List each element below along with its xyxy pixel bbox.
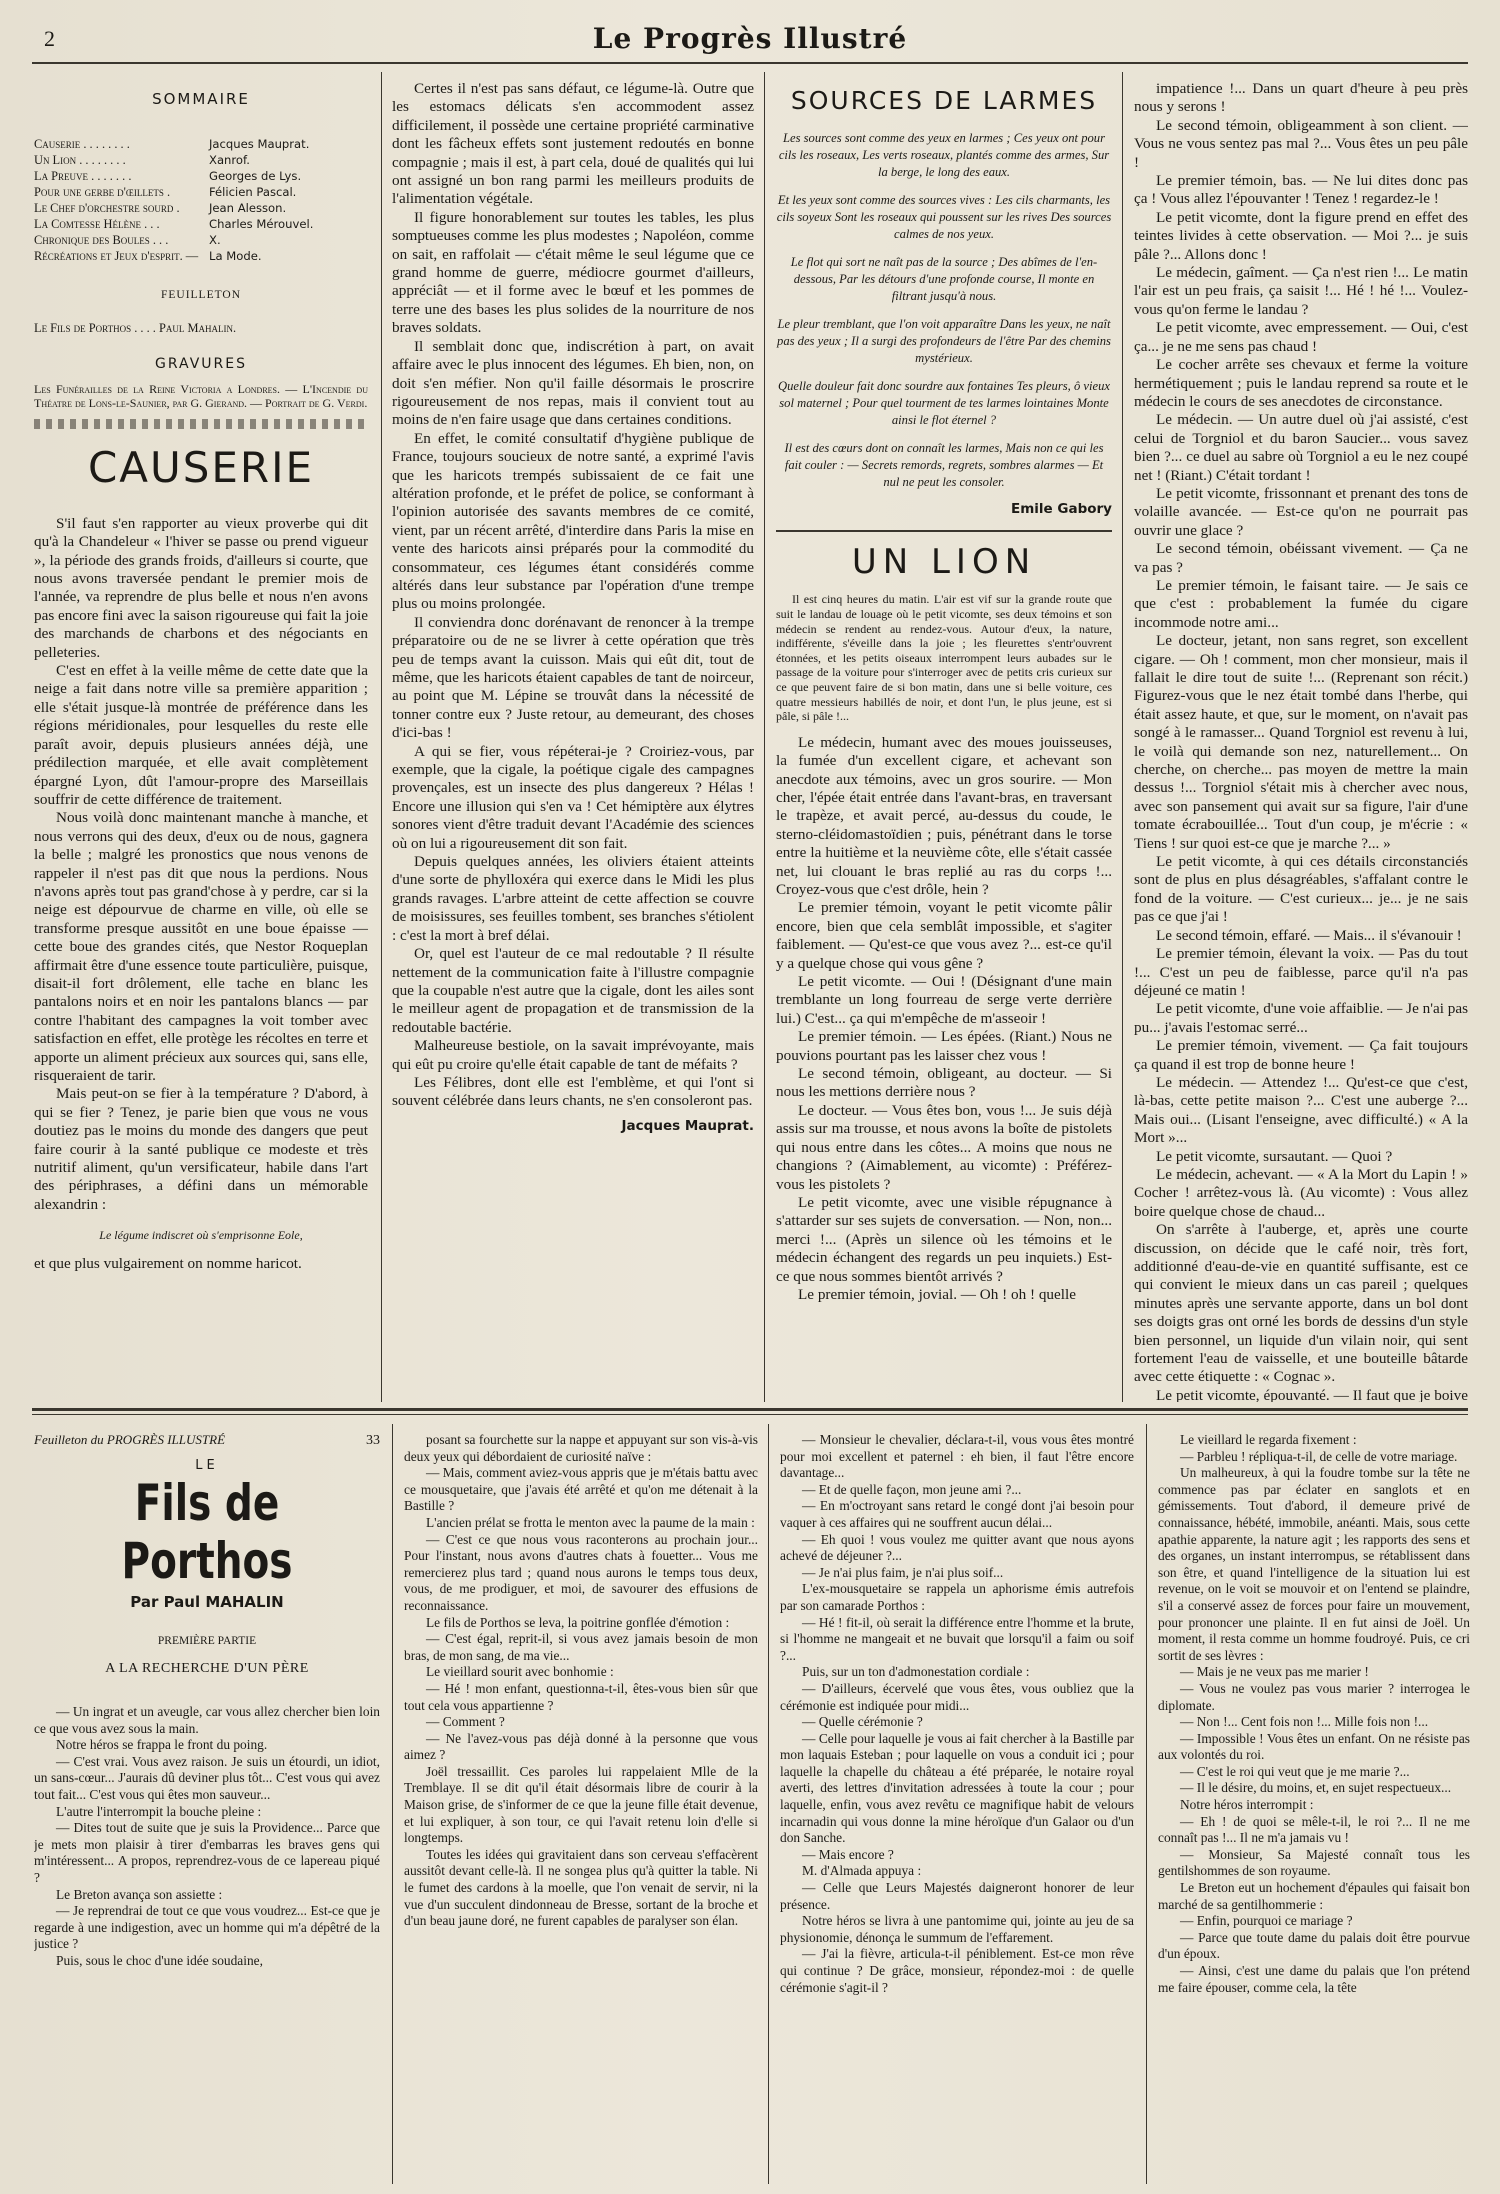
paragraph: Le premier témoin, élevant la voix. — Pas du tout !... C'est un peu de faiblesse, parce qu'il n'a pas déjeuné ce matin !: [1134, 945, 1468, 999]
paragraph: — C'est vrai. Vous avez raison. Je suis un étourdi, un idiot, un sans-cœur... J'aurais dû deviner plus tôt... C'est vous qui avez tout fait... C'est vous qui êtes mon sauveur...: [34, 1753, 380, 1802]
paragraph: — C'est égal, reprit-il, si vous avez jamais besoin de mon bras, de mon sang, de ma vie...: [404, 1631, 758, 1663]
paragraph: Le vieillard le regarda fixement :: [1180, 1432, 1357, 1447]
paragraph: Notre héros se frappa le front du poing.: [56, 1737, 268, 1753]
paragraph: Le médecin. — Un autre duel où j'ai assisté, c'est celui de Torgniol et du baron Saucier... vous savez bien ?... ce duel au sabre où Torgniol a eu le nez coupé net ! (Riant.) C'était tordant !: [1134, 411, 1468, 484]
feuilleton-text-part4: [1158, 1432, 1470, 1996]
paragraph: C'est en effet à la veille même de cette date que la neige a fait dans notre ville sa première apparition ; elle s'était jusque-là montrée de préférence dans les régions méridionales, pour lesquelles du reste elle paraît avoir, depuis plusieurs années déjà, une prédilection marquée, et elle avait complètement épargné Lyon, dût l'amour-propre des Marseillais souffrir de cette différence de traitement.: [34, 662, 368, 808]
paragraph: M. d'Almada appuya :: [802, 1863, 922, 1879]
poem-stanza: Et les yeux sont comme des sources vives : Les cils charmants, les cils soyeux Sont les roseaux qui poussent sur les rives Des sources calmes de nos yeux.: [776, 193, 1112, 241]
paragraph: Le second témoin, obligeamment à son client. — Vous ne vous sentez pas mal ?... Vous êtes un peu pâle !: [1134, 116, 1468, 171]
paragraph: — J'ai la fièvre, articula-t-il péniblement. Est-ce mon rêve qui continue ? De grâce, monsieur, répondez-moi : de quelle cérémonie s'agit-il ?: [780, 1946, 1134, 1995]
paragraph: Le médecin, humant avec des moues jouisseuses, la fumée d'un excellent cigare, et achevant son anecdote aux témoins, avec un gros sourire. — Mon cher, l'épée était entrée dans l'avant-bras, en traversant le trapèze, et avait percé, au-dessus du coude, le sterno-cléidomastoïdien ; puis, pénétrant dans le torse entre la huitième et la neuvième côte, elle s'était cassée net, lui clouant le bras replié au ras du corps !... Croyez-vous que c'est drôle, hein ?: [776, 733, 1112, 898]
paragraph: impatience !... Dans un quart d'heure à peu près nous y serons !: [1134, 80, 1468, 116]
paragraph: Le Breton avança son assiette :: [56, 1886, 223, 1902]
paragraph: posant sa fourchette sur la nappe et appuyant sur son vis-à-vis deux yeux qui débordaient de curiosité naïve :: [404, 1432, 758, 1464]
paragraph: — Un ingrat et un aveugle, car vous allez chercher bien loin ce que vous avez sous la main.: [34, 1703, 380, 1736]
paragraph: Le médecin. — Attendez !... Qu'est-ce que c'est, là-bas, cette petite maison ?... C'est une auberge ?... Mais oui... (Lisant l'enseigne, avec difficulté.) « A la Mort »...: [1134, 1073, 1468, 1147]
paragraph: — Mais encore ?: [802, 1846, 894, 1862]
story-text-part2: [1134, 80, 1468, 1402]
sommaire-item-author: Félicien Pascal.: [209, 185, 297, 200]
paragraph: Notre héros interrompit :: [1180, 1797, 1314, 1813]
paragraph: — Mais, comment aviez-vous appris que je m'étais battu avec ce mousquetaire, que j'avais été arrêté et qu'on me détenait à la Bastille ?: [404, 1465, 758, 1514]
paragraph: Le petit vicomte, à qui ces détails circonstanciés sont de plus en plus désagréables, s'affalant contre le fond de la voiture. — C'est curieux... je... je ne sais pas ce que j'ai !: [1134, 853, 1468, 926]
sommaire-item-author: Jean Alesson.: [209, 201, 287, 216]
column-divider: [1122, 72, 1123, 1402]
sommaire-item: [34, 248, 368, 264]
causerie-text-part2: [392, 80, 754, 1111]
paragraph: — Parbleu ! répliqua-t-il, de celle de votre mariage.: [1180, 1448, 1458, 1464]
story-title: UN LION: [851, 542, 1037, 583]
feuilleton-part: PREMIÈRE PARTIE: [157, 1634, 257, 1647]
column-divider: [392, 1424, 393, 2184]
sommaire-item-title: Pour une gerbe d'œillets .: [34, 185, 171, 200]
paragraph: — Et de quelle façon, mon jeune ami ?...: [802, 1481, 1022, 1497]
paragraph: Le fils de Porthos se leva, la poitrine gonflée d'émotion :: [426, 1614, 730, 1630]
paragraph: Puis, sous le choc d'une idée soudaine,: [56, 1952, 263, 1968]
causerie-title: CAUSERIE: [87, 442, 315, 492]
poem-stanza: Les sources sont comme des yeux en larmes ; Ces yeux ont pour cils les roseaux, Les verts roseaux, plantés comme des armes, Sur la berge, le long des eaux.: [778, 131, 1110, 179]
paragraph: Le médecin, achevant. — « A la Mort du Lapin ! » Cocher ! arrêtez-vous là. (Au vicomte) : Vous allez boire quelque chose de chaud...: [1134, 1165, 1468, 1220]
paragraph: Le petit vicomte. — Oui ! (Désignant d'une main tremblante un long fourreau de serge verte derrière lui.) C'est... ça qui m'empêche de m'asseoir !: [776, 973, 1112, 1027]
paragraph: — Il le désire, du moins, et, en sujet respectueux...: [1180, 1780, 1452, 1796]
feuilleton-label: Feuilleton du PROGRÈS ILLUSTRÉ: [34, 1432, 226, 1447]
paragraph: Il conviendra donc dorénavant de renoncer à la trempe préparatoire ou de ne se livrer à cette opération que très peu de temps avant la cuisson. Mais qui eût dit, tout de même, que les haricots étaient capables de tant de noirceur, au point que M. Lépine se trouvât dans la nécessité de tonner contre eux ? Juste retour, au demeurant, des choses d'ici-bas !: [392, 613, 754, 742]
paragraph: Il semblait donc que, indiscrétion à part, on avait affaire avec le plus innocent des légumes. Eh bien, non, on doit s'en méfier. Non qu'il faille désormais le proscrire rigoureusement de nos repas, mais il convient tout au moins de n'en faire usage que dans certaines conditions.: [392, 337, 754, 429]
feuilleton-article: LE: [195, 1457, 219, 1473]
feuilleton-column-2: [404, 1432, 758, 2188]
poem-stanza: Quelle douleur fait donc sourdre aux fontaines Tes pleurs, ô vieux sol maternel ; Pour quel tourment de tes larmes lointaines Monte ainsi le flot éternel ?: [778, 379, 1110, 427]
paragraph: Il figure honorablement sur toutes les tables, les plus somptueuses comme les plus modestes ; Napoléon, comme on sait, en raffolait — c'était même le seul légume que ce grand homme de guerre, médiocre gourmet d'ailleurs, appréciât — et il forme avec le bœuf et les pommes de terre une des bases les plus solides de la nourriture de nos braves soldats.: [392, 208, 754, 337]
paragraph: — Parce que toute dame du palais doit être pourvue d'un époux.: [1158, 1929, 1470, 1962]
poem-text: [776, 130, 1112, 491]
paragraph: Le second témoin, obligeant, au docteur. — Si nous les mettions derrière nous ?: [776, 1065, 1112, 1101]
paragraph: Certes il n'est pas sans défaut, ce légume-là. Outre que les estomacs délicats s'en accommodent assez difficilement, il possède une certaine propriété carminative dont les fâcheux effets sont justement redoutés en bonne compagnie ; mais il est, à part cela, doué de qualités qui lui ont assigné un bon rang parmi les meilleurs produits de l'alimentation végétale.: [392, 80, 754, 208]
paragraph: Le petit vicomte, avec empressement. — Oui, c'est ça... je ne me sens pas chaud !: [1134, 319, 1468, 355]
story-text-part1: [776, 734, 1112, 1305]
paragraph: Puis, sur un ton d'admonestation cordiale :: [802, 1664, 1030, 1680]
sommaire-item: [34, 232, 368, 248]
paragraph: Les Félibres, dont elle est l'emblème, et qui l'ont si souvent célébrée dans leurs chants, ne s'en consoleront pas.: [392, 1073, 754, 1110]
sommaire-item-title: La Comtesse Hélène . . .: [34, 217, 160, 232]
paragraph: — En m'octroyant sans retard le congé dont j'ai besoin pour vaquer à ces affaires qui ne souffrent aucun délai...: [780, 1498, 1134, 1530]
paragraph: — C'est ce que nous vous raconterons au prochain jour... Pour l'instant, nous avons d'autres chats à fouetter... Vous me remercierez plus tard ; quand nous aurons le temps tous deux, vous, de me prodiguer, et moi, de savourer des effusions de reconnaissance.: [404, 1531, 758, 1613]
paragraph: — C'est le roi qui veut que je me marie ?...: [1180, 1763, 1410, 1779]
paragraph: Le médecin, gaîment. — Ça n'est rien !... Le matin l'air est un peu frais, ça saisit !... Hé ! hé !... Voulez-vous qu'on ferme le landau ?: [1134, 264, 1468, 318]
sommaire-item-title: Le Chef d'orchestre sourd .: [34, 201, 180, 216]
sommaire-item-author: Jacques Mauprat.: [209, 137, 310, 152]
paragraph: Malheureuse bestiole, on la savait imprévoyante, mais qui eût pu croire qu'elle était capable de tant de méfaits ?: [392, 1037, 754, 1073]
paragraph: — Ainsi, c'est une dame du palais que l'on prétend me faire épouser, comme cela, la tête: [1158, 1963, 1470, 1995]
feuilleton-entry: Le Fils de Porthos . . . . Paul Mahalin.: [34, 320, 237, 335]
paragraph: Le premier témoin, bas. — Ne lui dites donc pas ça ! Vous allez l'épouvanter ! Tenez ! regardez-le !: [1134, 172, 1468, 208]
paragraph: — Je n'ai plus faim, je n'ai plus soif...: [802, 1564, 1004, 1580]
header-rule: [32, 62, 1468, 64]
paragraph: Le petit vicomte, avec une visible répugnance à s'attarder sur ses sujets de conversation. — Non, non... merci !... (Après un silence où les témoins et le médecin échangent des regards un peu inquiets.) Est-ce que nous sommes bientôt arrivés ?: [776, 1193, 1112, 1285]
sommaire-item-author: X.: [209, 233, 221, 248]
feuilleton-author: Par Paul MAHALIN: [130, 1593, 284, 1612]
paragraph: Joël tressaillit. Ces paroles lui rappelaient Mlle de la Tremblaye. Il se dit qu'il était désormais libre de courir à la Maison grise, de s'informer de ce que la jeune fille était devenue, et lui expliquer, à son tour, ce qui l'avait retenu loin d'elle si longtemps.: [404, 1763, 758, 1846]
sommaire-item-title: Récréations et Jeux d'esprit. —: [34, 249, 199, 264]
paragraph: Le petit vicomte, sursautant. — Quoi ?: [1156, 1147, 1393, 1165]
paragraph: — Celle pour laquelle je vous ai fait chercher à la Bastille par mon laquais Esteban ; pour laquelle on vous a conduit ici ; pour laquelle la chapelle du château a été préparée, le notaire royal averti, des lettres d'invitation adressées à toute la cour ; pour laquelle, enfin, vous avez revêtu ce magnifique habit de velours incarnadin qui vous donne la mine héroïque d'un Galaor ou d'un don Sanche.: [780, 1730, 1134, 1846]
feuilleton-rule-thin: [32, 1414, 1468, 1415]
paragraph: — Eh ! de quoi se mêle-t-il, le roi ?... Il ne me connaît pas !... Il ne m'a jamais vu !: [1158, 1813, 1470, 1846]
column-3: [776, 80, 1112, 1402]
feuilleton-text-part2: [404, 1432, 758, 1930]
sommaire-item: [34, 200, 368, 216]
feuilleton-number: 33: [366, 1433, 380, 1448]
paragraph: A qui se fier, vous répéterai-je ? Croiriez-vous, par exemple, que la cigale, la poétique cigale des campagnes provençales, est un insecte des plus dangereux ? Hélas ! Encore une illusion qui s'en va ! Cet hémiptère aux élytres sonores vient d'être traduit devant l'Académie des sciences où on lui a rigoureusement dit son fait.: [392, 742, 754, 852]
paragraph: Un malheureux, à qui la foudre tombe sur la tête ne commence pas par éclater en sanglots et en gémissements. Tout d'abord, il demeure privé de connaissance, hébété, immobile, anéanti. Mais, sous cette apathie apparente, la nature agit ; les rapports des sens et des organes, un instant interrompus, se rétablissent dans son être, et quand l'intelligence de la situation lui est revenue, on le voit se mouvoir et on l'entend se plaindre, s'il a conservé assez de forces pour faire un mouvement, pour prononcer une plainte. Il en fut ainsi de Joël. Un moment, il resta comme un homme foudroyé. Puis, ce cri sortit de ses lèvres :: [1158, 1465, 1470, 1663]
sommaire-item-title: Causerie . . . . . . . .: [34, 137, 130, 152]
paragraph: Le premier témoin, vivement. — Ça fait toujours ça quand il est trop de bonne heure !: [1134, 1037, 1468, 1073]
sommaire-item: [34, 152, 368, 168]
sommaire-item-title: Chronique des Boules . . .: [34, 233, 169, 248]
sommaire-item-title: La Preuve . . . . . . .: [34, 169, 132, 184]
paragraph: Nous voilà donc maintenant manche à manche, et nous verrons qui des deux, d'eux ou de nous, gagnera la belle ; malgré les pronostics que nous venons de rappeler il n'est pas dit que nous la perdions. Nous n'avons après tout pas grand'chose à y perdre, car si la neige est dépourvue de charme en ville, où elle se transforme presque aussitôt en une boue épaisse — cette boue des grandes cités, que Nestor Roqueplan affirmait être d'une essence toute particulière, puisque, disait-il fort drôlement, elle tache en blanc les pantalons noirs et en noir les pantalons blancs — par contre l'habitant des campagnes la voit tomber avec satisfaction en effet, elle protège les récoltes en terre et apporte un aliment précieux aux sources qui, sans elle, risqueraient de tarir.: [34, 809, 368, 1084]
paragraph: Toutes les idées qui gravitaient dans son cerveau s'effacèrent aussitôt devant celle-là. Il ne songea plus qu'à quitter la table. Ni le fumet des cardons à la moelle, que l'on venait de servir, ni la vue d'un succulent dindonneau de Bresse, sortant de la broche et d'un beau jaune doré, ne furent capables de paralyser son élan.: [404, 1846, 758, 1929]
causerie-signature: Jacques Mauprat.: [621, 1117, 754, 1134]
paragraph: Le second témoin, obéissant vivement. — Ça ne va pas ?: [1134, 540, 1468, 576]
sommaire-item: [34, 168, 368, 184]
column-divider: [381, 72, 382, 1402]
column-4: [1134, 80, 1468, 1402]
column-divider: [1146, 1424, 1147, 2184]
causerie-text-end: et que plus vulgairement on nomme haricot.: [34, 1254, 302, 1272]
paragraph: — Non !... Cent fois non !... Mille fois non !...: [1180, 1714, 1429, 1730]
poem-title: SOURCES DE LARMES: [790, 86, 1098, 115]
feuilleton-column-3: [780, 1432, 1134, 2188]
paragraph: — Hé ! fit-il, où serait la différence entre l'homme et la brute, si l'homme ne mangeait et ne buvait que lorsqu'il a faim ou soif ?...: [780, 1614, 1134, 1663]
paragraph: Le docteur. — Vous êtes bon, vous !... Je suis déjà assis sur ma trousse, et nous avons la boîte de pistolets qui nous entre dans les côtes... A moins que nous ne changions ? (Aimablement, au vicomte) : Préférez-vous les pistolets ?: [776, 1101, 1112, 1193]
paragraph: Le cocher arrête ses chevaux et ferme la voiture hermétiquement ; puis le landau reprend sa route et le médecin le cours de ses anecdotes de circonstance.: [1134, 356, 1468, 410]
column-1: [34, 90, 368, 1402]
paragraph: Le premier témoin, voyant le petit vicomte pâlir encore, bien que cela semblât impossible, et s'agiter faiblement. — Qu'est-ce que vous avez ?... est-ce qu'il y a quelque chose qui vous gêne ?: [776, 899, 1112, 972]
paragraph: Le premier témoin. — Les épées. (Riant.) Nous ne pouvions pourtant pas les laisser chez vous !: [776, 1028, 1112, 1064]
paragraph: L'autre l'interrompit la bouche pleine :: [56, 1803, 262, 1819]
sommaire-item-author: Charles Mérouvel.: [209, 217, 314, 232]
ornament-divider: [34, 419, 368, 429]
paragraph: — Vous ne voulez pas vous marier ? interrogea le diplomate.: [1158, 1680, 1470, 1713]
paragraph: — Dites tout de suite que je suis la Providence... Parce que je mets mon plaisir à tirer d'embarras les braves gens qui m'intéressent... A propos, reprendrez-vous de ce lapereau piqué ?: [34, 1820, 380, 1885]
feuilleton-subtitle: A LA RECHERCHE D'UN PÈRE: [105, 1661, 309, 1677]
feuilleton-text-part3: [780, 1432, 1134, 1996]
poem-stanza: Le pleur tremblant, que l'on voit apparaître Dans les yeux, ne naît pas des yeux ; Il a surgi des profondeurs de l'être Par des chemins mystérieux.: [777, 317, 1111, 365]
page-header: [0, 18, 1500, 58]
section-divider: [776, 530, 1112, 532]
paragraph: Le Breton eut un hochement d'épaules qui faisait bon marché de sa gentilhommerie :: [1158, 1880, 1470, 1912]
feuilleton-rule: [32, 1408, 1468, 1411]
paragraph: S'il faut s'en rapporter au vieux proverbe qui dit qu'à la Chandeleur « l'hiver se passe ou prend vigueur », la période des grands froids, d'ailleurs si courte, que nous avons traversée pendant le premier mois de l'année, va reprendre de plus belle et nous n'en avons pas encore fini avec la saison rigoureuse qui fait la joie des marchands de charbons et des négociants en pelleteries.: [34, 514, 368, 661]
paragraph: Le vieillard sourit avec bonhomie :: [426, 1664, 614, 1680]
poem-stanza: Le flot qui sort ne naît pas de la source ; Des abîmes de l'en-dessous, Par les détours d'une profonde course, Il monte en filtrant jusqu'à nous.: [790, 255, 1098, 303]
sommaire-item: [34, 216, 368, 232]
gravures-list: Les Funérailles de la Reine Victoria a Londres. — L'Incendie du Théatre de Lons-le-Saunier, par G. Gierand. — Portrait de G. Verdi.: [34, 381, 368, 411]
feuilleton-column-1: [34, 1432, 380, 2188]
causerie-text-part1: [34, 515, 368, 1214]
paragraph: L'ex-mousquetaire se rappela un aphorisme émis autrefois par son camarade Porthos :: [780, 1581, 1134, 1613]
paragraph: Le petit vicomte, frissonnant et prenant des tons de volaille avancée. — Est-ce qu'on ne pourrait pas ouvrir une glace ?: [1134, 484, 1468, 539]
newspaper-title: Le Progrès Illustré: [592, 22, 908, 55]
feuilleton-title: Fils de Porthos: [121, 1474, 293, 1591]
paragraph: Notre héros se livra à une pantomime qui, jointe au jeu de sa physionomie, dénonça le summum de l'effarement.: [780, 1913, 1134, 1945]
feuilleton-heading: FEUILLETON: [160, 289, 242, 302]
paragraph: — Monsieur, Sa Majesté connaît tous les gentilshommes de son royaume.: [1158, 1846, 1470, 1879]
sommaire-item: [34, 136, 368, 152]
column-divider: [764, 72, 765, 1402]
paragraph: — Je reprendrai de tout ce que vous voudrez... Est-ce que je regarde à une indigestion, avec un homme qui m'a dépêtré de la justice ?: [34, 1903, 380, 1952]
page-number: 2: [44, 26, 55, 51]
paragraph: L'ancien prélat se frotta le menton avec la paume de la main :: [426, 1514, 755, 1530]
paragraph: — Comment ?: [426, 1714, 505, 1730]
paragraph: Or, quel est l'auteur de ce mal redoutable ? Il résulte nettement de la communication faite à l'illustre compagnie que la coupable n'est autre que la cigale, dont les ailes sont le meilleur agent de propagation et de transmission de la redoutable bactérie.: [392, 945, 754, 1036]
paragraph: — Eh quoi ! vous voulez me quitter avant que nous ayons achevé de déjeuner ?...: [780, 1531, 1134, 1564]
paragraph: — Celle que Leurs Majestés daigneront honorer de leur présence.: [780, 1880, 1134, 1912]
sommaire-item: [34, 184, 368, 200]
paragraph: Le petit vicomte, épouvanté. — Il faut que je boive: [1156, 1386, 1468, 1402]
paragraph: Mais peut-on se fier à la température ? D'abord, à qui se fier ? Tenez, je parie bien que vous ne vous doutiez pas le moins du monde des dangers que peut faire courir à la santé publique ce modeste et très nutritif aliment, qu'un versificateur, habile dans l'art des périphrases, a défini dans un mémorable alexandrin :: [34, 1085, 368, 1213]
column-divider: [768, 1424, 769, 2184]
poem-stanza: Il est des cœurs dont on connaît les larmes, Mais non ce qui les fait couler : — Secrets remords, regrets, sombres alarmes — Et nul ne peut les consoler.: [784, 441, 1104, 489]
paragraph: Le petit vicomte, d'une voie affaiblie. — Je n'ai pas pu... j'avais l'estomac serré...: [1134, 1000, 1468, 1036]
paragraph: Depuis quelques années, les oliviers étaient atteints d'une sorte de phylloxéra qui exerce dans le Midi les plus grands ravages. L'arbre atteint de cette affection se couvre de moisissures, ses feuilles tombent, ses branches s'étiolent : c'est la mort à bref délai.: [392, 853, 754, 944]
paragraph: — Enfin, pourquoi ce mariage ?: [1180, 1913, 1353, 1929]
paragraph: — Quelle cérémonie ?: [802, 1714, 923, 1730]
causerie-quote: Le légume indiscret où s'emprisonne Eole,: [99, 1228, 303, 1243]
paragraph: En effet, le comité consultatif d'hygiène publique de France, toujours soucieux de notre santé, a exprimé l'avis que les haricots trempés subissaient de ce fait une altération profonde, et le préfet de police, se conformant à l'opinion autorisée des savants membres de ce comité, vient, par un récent arrêté, d'interdire dans Paris la mise en vente des haricots ainsi préparés pour la commodité du consommateur, ces légumes étant considérés comme altérés dans leur substance par l'opération d'une trempe plus ou moins prolongée.: [392, 429, 754, 613]
paragraph: On s'arrête à l'auberge, et, après une courte discussion, on décide que le café noir, très fort, additionné d'eau-de-vie en quantité suffisante, est ce qui convient le mieux dans un cas pareil ; quelques minutes après une servante apporte, dans un bol dont ses doigts gras ont orné les bords de dessins d'un style bien personnel, un liquide d'un vilain noir, qui sent fortement l'eau de vaisselle, et une bouteille bâtarde avec cette étiquette : « Cognac ».: [1134, 1221, 1468, 1386]
paragraph: — D'ailleurs, écervelé que vous êtes, vous oubliez que la cérémonie est indiquée pour midi...: [780, 1680, 1134, 1713]
paragraph: Le second témoin, effaré. — Mais... il s'évanouir !: [1156, 926, 1462, 944]
sommaire-list: [34, 136, 368, 264]
gravures-heading: GRAVURES: [155, 356, 247, 373]
poem-signature: Emile Gabory: [1011, 501, 1112, 517]
feuilleton-text-part1: [34, 1704, 380, 1970]
paragraph: — Hé ! mon enfant, questionna-t-il, êtes-vous bien sûr que tout cela vous appartienne ?: [404, 1680, 758, 1713]
paragraph: Le premier témoin, jovial. — Oh ! oh ! quelle: [798, 1285, 1076, 1303]
feuilleton-column-4: [1158, 1432, 1470, 2188]
story-intro: Il est cinq heures du matin. L'air est vif sur la grande route que suit le landau de louage où le petit vicomte, ses deux témoins et son médecin se rendent au rendez-vous. Autour d'eux, la nature, indifférente, s'éveille dans la joie ; les fleurettes s'entr'ouvrent étonnées, et les petits oiseaux interrompent leurs aubades sur le passage de la voiture pour s'interroger avec de petits cris curieux sur ce que peuvent faire de si bon matin, dans une si belle voiture, ces quatre messieurs habillés de noir, et dont l'un, le plus jeune, est si pâle, si pâle !...: [776, 592, 1112, 724]
paragraph: — Impossible ! Vous êtes un enfant. On ne résiste pas aux volontés du roi.: [1158, 1730, 1470, 1763]
paragraph: — Monsieur le chevalier, déclara-t-il, vous vous êtes montré pour moi excellent et paternel : eh bien, il faut l'être encore davantage...: [780, 1432, 1134, 1481]
sommaire-item-author: Xanrof.: [209, 153, 250, 168]
paragraph: Le docteur, jetant, non sans regret, son excellent cigare. — Oh ! comment, mon cher monsieur, mais il fallait le dire tout de suite !... (Reprenant son récit.) Figurez-vous que le nez était tombé dans l'herbe, qui était assez haute, et que, sur le moment, on n'avait pas songé à le ramasser... Quand Torgniol est revenu à lui, le voilà qui demande son nez, naturellement... On cherche, on cherche... pas moyen de mettre la main dessus !... Torgniol s'était mis à chercher avec nous, avec son pansement qui avait sur sa figure, l'air d'une tomate écrabouillée... Tout d'un coup, je m'écrie : « Tiens ! sur quoi est-ce que je marche ?... »: [1134, 632, 1468, 852]
paragraph: — Mais je ne veux pas me marier !: [1180, 1664, 1369, 1680]
sommaire-item-title: Un Lion . . . . . . . .: [34, 153, 126, 168]
paragraph: Le premier témoin, le faisant taire. — Je sais ce que c'est : probablement la fumée du cigare incommode notre ami...: [1134, 576, 1468, 631]
column-2: [392, 80, 754, 1402]
sommaire-title: SOMMAIRE: [152, 90, 250, 108]
sommaire-item-author: Georges de Lys.: [209, 169, 302, 184]
sommaire-item-author: La Mode.: [209, 249, 262, 264]
paragraph: — Ne l'avez-vous pas déjà donné à la personne que vous aimez ?: [404, 1730, 758, 1763]
paragraph: Le petit vicomte, dont la figure prend en effet des teintes livides à cette observation. — Moi ?... je suis pâle ?... Allons donc !: [1134, 208, 1468, 263]
